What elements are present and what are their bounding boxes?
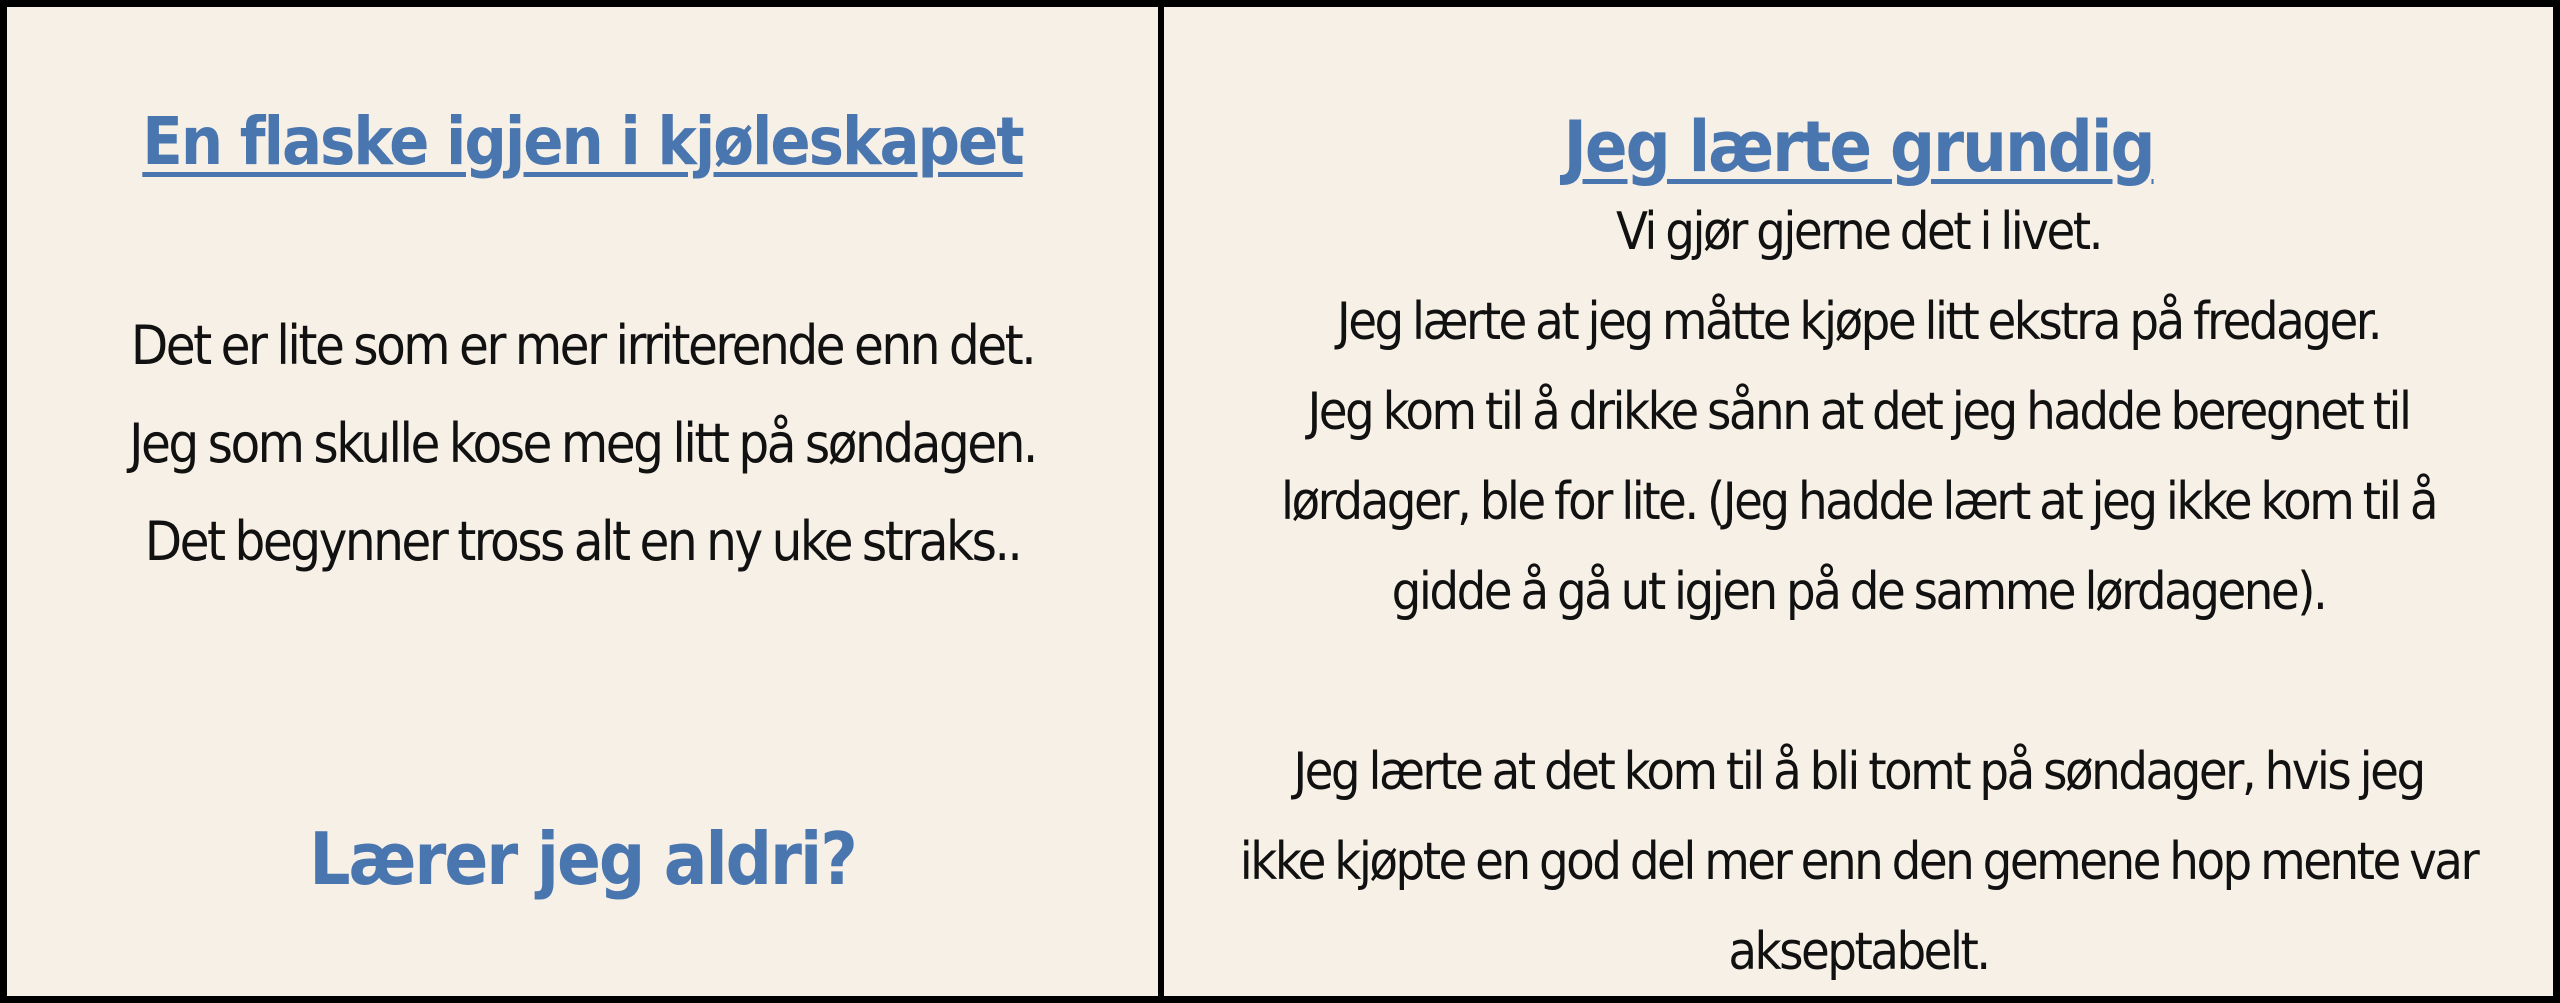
right-line: Jeg lærte at jeg måtte kjøpe litt ekstra på fredager. — [1336, 292, 2381, 352]
right-body — [1164, 187, 2553, 997]
left-question: Lærer jeg aldri? — [309, 817, 856, 901]
right-line: Jeg lærte at det kom til å bli tomt på søndager, hvis jeg — [1293, 742, 2424, 802]
paragraph-gap — [1164, 637, 2553, 727]
right-line: ikke kjøpte en god del mer enn den gemene hop mente var — [1239, 832, 2478, 892]
right-line: lørdager, ble for lite. (Jeg hadde lært at jeg ikke kom til å — [1281, 472, 2436, 532]
right-line: gidde å gå ut igjen på de samme lørdagene). — [1391, 562, 2326, 622]
right-panel — [1164, 7, 2553, 996]
left-title: En flaske igjen i kjøleskapet — [142, 103, 1023, 181]
right-line: akseptabelt. — [1728, 922, 1989, 982]
right-title: Jeg lærte grundig — [1563, 105, 2154, 188]
left-body — [7, 297, 1158, 591]
left-panel — [7, 7, 1164, 996]
right-line: Vi gjør gjerne det i livet. — [1616, 202, 2101, 262]
left-line: Jeg som skulle kose meg litt på søndagen. — [129, 412, 1036, 475]
right-line: Jeg kom til å drikke sånn at det jeg hadde beregnet til — [1307, 382, 2410, 442]
left-line: Det begynner tross alt en ny uke straks.. — [144, 510, 1021, 573]
left-line: Det er lite som er mer irriterende enn det. — [130, 314, 1035, 377]
